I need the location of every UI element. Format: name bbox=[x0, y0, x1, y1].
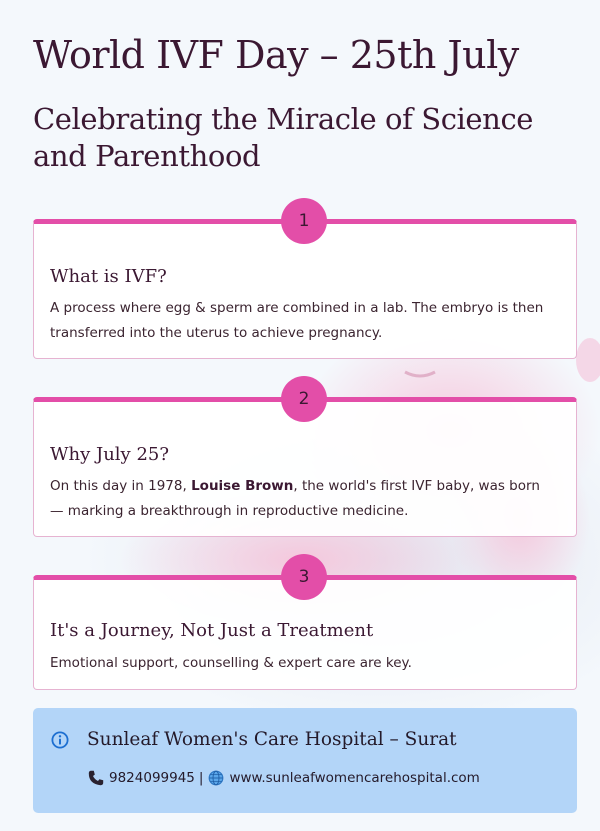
page-title: World IVF Day – 25th July bbox=[33, 33, 519, 77]
step-number-badge: 1 bbox=[281, 198, 327, 244]
contact-box bbox=[33, 708, 577, 813]
info-icon bbox=[51, 731, 69, 749]
card-text bbox=[50, 474, 555, 524]
hospital-name: Sunleaf Women's Care Hospital – Surat bbox=[87, 729, 457, 750]
card-text-intro: On this day in 1978, bbox=[50, 478, 192, 494]
page-subtitle: Celebrating the Miracle of Science and Parenthood bbox=[33, 102, 534, 173]
card-what-is-ivf bbox=[33, 211, 577, 359]
phone-icon bbox=[87, 769, 105, 787]
card-text-rest: , the world's first IVF baby, was born — marking a breakthrough in reproductive medicine. bbox=[50, 478, 540, 519]
card-text: Emotional support, counselling & expert care are key. bbox=[50, 655, 412, 671]
card-title: Why July 25? bbox=[50, 444, 169, 465]
website-link[interactable]: www.sunleafwomencarehospital.com bbox=[229, 770, 480, 786]
separator: | bbox=[198, 770, 204, 786]
card-title: It's a Journey, Not Just a Treatment bbox=[50, 620, 374, 641]
card-title: What is IVF? bbox=[50, 266, 167, 287]
step-number-badge: 2 bbox=[281, 376, 327, 422]
globe-icon bbox=[208, 770, 224, 786]
contact-details bbox=[87, 768, 480, 788]
card-journey bbox=[33, 567, 577, 690]
step-number-badge: 3 bbox=[281, 554, 327, 600]
card-text-highlight: Louise Brown bbox=[191, 478, 294, 494]
card-why-july-25 bbox=[33, 389, 577, 537]
card-text: A process where egg & sperm are combined in a lab. The embryo is then transferred into the uterus to achieve pregnancy. bbox=[50, 300, 544, 341]
phone-number[interactable]: 9824099945 bbox=[109, 770, 195, 786]
